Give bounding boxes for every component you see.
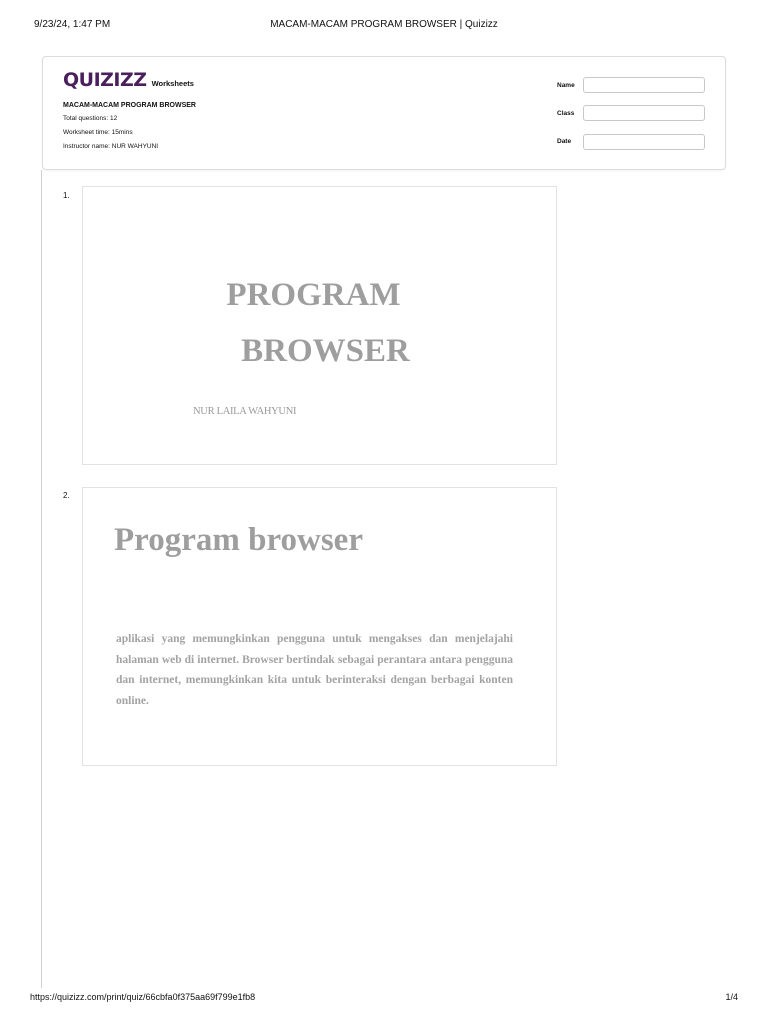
date-field[interactable] bbox=[583, 134, 705, 150]
slide-body-text: aplikasi yang memungkinkan pengguna untuk mengakses dan menjelajahi halaman web di internet. Browser bertindak sebagai perantara antara pengguna dan internet, memungkinkan kita untuk berinteraksi dengan berbagai konten online. bbox=[116, 633, 513, 707]
brand-label: Worksheets bbox=[151, 79, 194, 88]
worksheet-title: MACAM-MACAM PROGRAM BROWSER bbox=[63, 102, 196, 109]
class-label: Class bbox=[557, 110, 575, 117]
name-label: Name bbox=[557, 82, 575, 89]
print-url: https://quizizz.com/print/quiz/66cbfa0f375aa69f799e1fb8 bbox=[30, 992, 256, 1002]
question-slide bbox=[82, 186, 557, 465]
question-number: 1. bbox=[63, 191, 70, 200]
left-margin-rule bbox=[41, 170, 42, 988]
name-field[interactable] bbox=[583, 77, 705, 93]
slide-title-line: BROWSER bbox=[241, 333, 410, 369]
print-page-title: MACAM-MACAM PROGRAM BROWSER | Quizizz bbox=[270, 19, 498, 30]
print-footer bbox=[30, 992, 738, 1006]
slide-author: NUR LAILA WAHYUNI bbox=[193, 406, 297, 417]
print-datetime: 9/23/24, 1:47 PM bbox=[34, 19, 111, 30]
quizizz-logo: QUIZIZZ bbox=[63, 69, 147, 91]
question-number: 2. bbox=[63, 491, 70, 500]
slide-title: Program browser bbox=[114, 522, 363, 558]
instructor-name: Instructor name: NUR WAHYUNI bbox=[63, 143, 159, 150]
brand bbox=[63, 69, 194, 91]
total-questions: Total questions: 12 bbox=[63, 115, 118, 122]
question-slide bbox=[82, 487, 557, 766]
class-field[interactable] bbox=[583, 105, 705, 121]
date-label: Date bbox=[557, 138, 572, 145]
slide-title-line: PROGRAM bbox=[226, 277, 401, 313]
worksheet-time: Worksheet time: 15mins bbox=[63, 129, 133, 136]
page-number: 1/4 bbox=[725, 992, 738, 1002]
worksheet-header-card bbox=[42, 56, 726, 170]
print-header bbox=[34, 19, 734, 33]
